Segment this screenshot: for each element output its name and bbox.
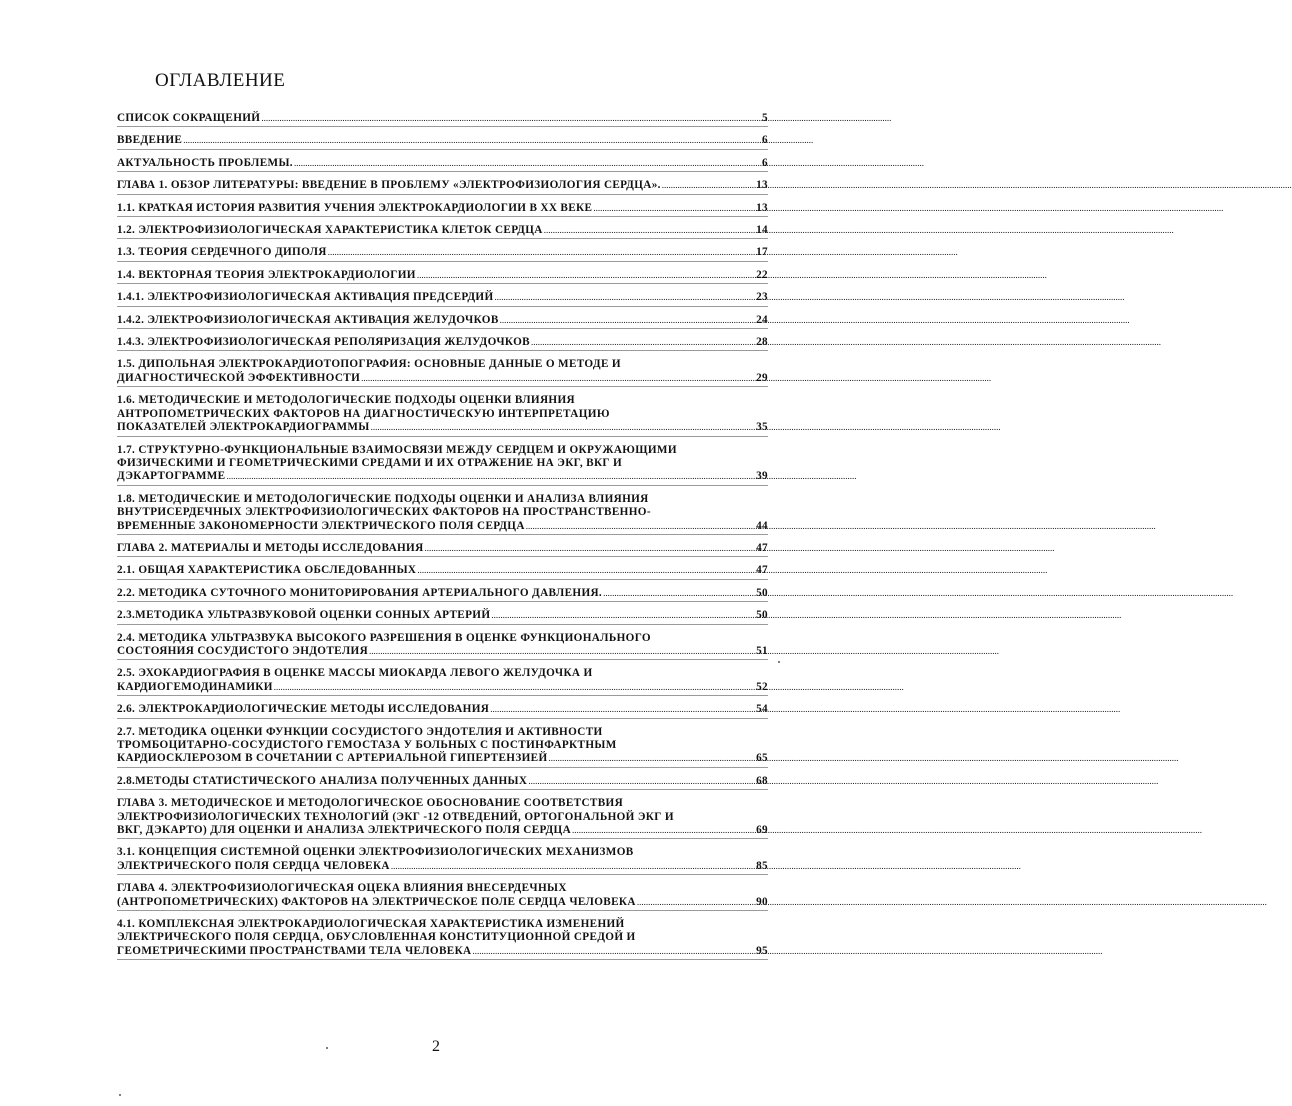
toc-page-number: 28 xyxy=(756,336,768,349)
dot-leader xyxy=(261,112,761,125)
toc-entry[interactable] xyxy=(117,797,768,839)
dot-leader xyxy=(369,645,755,658)
toc-entry-line: ТРОМБОЦИТАРНО-СОСУДИСТОГО ГЕМОСТАЗА У БОЛЬНЫХ С ПОСТИНФАРКТНЫМ xyxy=(117,739,617,751)
toc-page-number: 50 xyxy=(756,586,768,599)
toc-entry[interactable] xyxy=(117,667,768,696)
toc-entry[interactable] xyxy=(117,564,768,579)
toc-entry-line: (АНТРОПОМЕТРИЧЕСКИХ) ФАКТОРОВ НА ЭЛЕКТРИЧЕСКОЕ ПОЛЕ СЕРДЦА ЧЕЛОВЕКА xyxy=(117,895,636,908)
dot-leader xyxy=(371,421,756,434)
toc-entry-line: ДИАГНОСТИЧЕСКОЙ ЭФФЕКТИВНОСТИ xyxy=(117,371,361,384)
toc-page-number: 5 xyxy=(762,112,768,124)
toc-entry-last-row xyxy=(117,269,768,282)
toc-entry-line: 1.8. МЕТОДИЧЕСКИЕ И МЕТОДОЛОГИЧЕСКИЕ ПОДХОДЫ ОЦЕНКИ И АНАЛИЗА ВЛИЯНИЯ xyxy=(117,492,649,505)
table-of-contents xyxy=(117,112,768,967)
toc-entry-last-row xyxy=(117,336,768,349)
toc-entry[interactable] xyxy=(117,179,768,194)
dot-leader xyxy=(491,609,755,622)
dot-leader xyxy=(226,470,755,483)
toc-entry[interactable] xyxy=(117,444,768,486)
toc-entry-line: ЭЛЕКТРИЧЕСКОГО ПОЛЯ СЕРДЦА, ОБУСЛОВЛЕННАЯ КОНСТИТУЦИОННОЙ СРЕДОЙ И xyxy=(117,931,636,944)
dot-leader xyxy=(528,775,755,788)
toc-page-number: 29 xyxy=(756,371,768,384)
page-title: ОГЛАВЛЕНИЕ xyxy=(155,70,286,91)
toc-entry[interactable] xyxy=(117,394,768,436)
toc-entry-line: 2.5. ЭХОКАРДИОГРАФИЯ В ОЦЕНКЕ МАССЫ МИОКАРДА ЛЕВОГО ЖЕЛУДОЧКА И xyxy=(117,667,593,680)
toc-entry-last-row xyxy=(117,224,768,237)
toc-entry-last-row xyxy=(117,291,768,304)
toc-page-number: 24 xyxy=(756,313,768,326)
toc-entry-last-row xyxy=(117,112,768,125)
toc-entry[interactable] xyxy=(117,224,768,239)
toc-entry-line: ВКГ, ДЭКАРТО) ДЛЯ ОЦЕНКИ И АНАЛИЗА ЭЛЕКТРИЧЕСКОГО ПОЛЯ СЕРДЦА xyxy=(117,824,572,837)
toc-page-number: 22 xyxy=(756,268,768,281)
toc-entry-last-row xyxy=(117,945,768,958)
toc-page-number: 95 xyxy=(756,944,768,957)
toc-entry[interactable] xyxy=(117,314,768,329)
toc-entry-last-row xyxy=(117,645,768,658)
toc-entry[interactable] xyxy=(117,703,768,718)
toc-entry-line: 1.7. СТРУКТУРНО-ФУНКЦИОНАЛЬНЫЕ ВЗАИМОСВЯЗИ МЕЖДУ СЕРДЦЕМ И ОКРУЖАЮЩИМИ xyxy=(117,443,677,456)
dot-leader xyxy=(662,179,755,192)
toc-entry-line: 2.2. МЕТОДИКА СУТОЧНОГО МОНИТОРИРОВАНИЯ АРТЕРИАЛЬНОГО ДАВЛЕНИЯ. xyxy=(117,586,603,599)
toc-page-number: 14 xyxy=(756,224,768,237)
toc-entry[interactable] xyxy=(117,846,768,875)
toc-entry-last-row xyxy=(117,314,768,327)
toc-page-number: 35 xyxy=(756,421,768,434)
dot-leader xyxy=(361,372,755,385)
toc-entry-last-row xyxy=(117,421,768,434)
toc-entry[interactable] xyxy=(117,609,768,624)
dot-leader xyxy=(425,542,756,555)
toc-entry-last-row xyxy=(117,587,768,600)
toc-entry-line: ПОКАЗАТЕЛЕЙ ЭЛЕКТРОКАРДИОГРАММЫ xyxy=(117,421,370,434)
toc-entry-line: СОСТОЯНИЯ СОСУДИСТОГО ЭНДОТЕЛИЯ xyxy=(117,644,369,657)
toc-entry-line: ЭЛЕКТРОФИЗИОЛОГИЧЕСКИХ ТЕХНОЛОГИЙ (ЭКГ -12 ОТВЕДЕНИЙ, ОРТОГОНАЛЬНОЙ ЭКГ И xyxy=(117,810,674,823)
toc-page-number: 6 xyxy=(762,134,768,147)
toc-entry-last-row xyxy=(117,134,768,147)
toc-entry-line: 2.4. МЕТОДИКА УЛЬТРАЗВУКА ВЫСОКОГО РАЗРЕШЕНИЯ В ОЦЕНКЕ ФУНКЦИОНАЛЬНОГО xyxy=(117,631,651,644)
toc-entry-last-row xyxy=(117,372,768,385)
toc-entry[interactable] xyxy=(117,493,768,535)
toc-page-number: 13 xyxy=(756,179,768,192)
toc-page-number: 13 xyxy=(756,201,768,214)
dot-leader xyxy=(417,564,755,577)
toc-entry-line: АНТРОПОМЕТРИЧЕСКИХ ФАКТОРОВ НА ДИАГНОСТИЧЕСКУЮ ИНТЕРПРЕТАЦИЮ xyxy=(117,407,610,420)
dot-leader xyxy=(549,752,756,765)
toc-entry-line: ВВЕДЕНИЕ xyxy=(117,134,183,147)
toc-entry-line: 2.1. ОБЩАЯ ХАРАКТЕРИСТИКА ОБСЛЕДОВАННЫХ xyxy=(117,564,417,577)
toc-page-number: 47 xyxy=(756,564,768,577)
toc-entry-line: ВРЕМЕННЫЕ ЗАКОНОМЕРНОСТИ ЭЛЕКТРИЧЕСКОГО ПОЛЯ СЕРДЦА xyxy=(117,519,525,532)
toc-entry-last-row xyxy=(117,609,768,622)
toc-entry-line: 1.3. ТЕОРИЯ СЕРДЕЧНОГО ДИПОЛЯ xyxy=(117,246,327,259)
toc-entry[interactable] xyxy=(117,632,768,661)
toc-page-number: 51 xyxy=(756,644,768,657)
toc-entry-line: 1.4.3. ЭЛЕКТРОФИЗИОЛОГИЧЕСКАЯ РЕПОЛЯРИЗАЦИЯ ЖЕЛУДОЧКОВ xyxy=(117,336,530,349)
toc-page-number: 90 xyxy=(756,895,768,908)
toc-entry[interactable] xyxy=(117,157,768,172)
toc-entry-line: 3.1. КОНЦЕПЦИЯ СИСТЕМНОЙ ОЦЕНКИ ЭЛЕКТРОФИЗИОЛОГИЧЕСКИХ МЕХАНИЗМОВ xyxy=(117,846,634,859)
dot-leader xyxy=(328,246,755,259)
toc-entry[interactable] xyxy=(117,358,768,387)
toc-entry[interactable] xyxy=(117,882,768,911)
dot-leader xyxy=(637,896,755,909)
toc-entry-last-row xyxy=(117,860,768,873)
toc-entry-line: 1.4.2. ЭЛЕКТРОФИЗИОЛОГИЧЕСКАЯ АКТИВАЦИЯ ЖЕЛУДОЧКОВ xyxy=(117,313,499,326)
toc-entry-line: КАРДИОСКЛЕРОЗОМ В СОЧЕТАНИИ С АРТЕРИАЛЬНОЙ ГИПЕРТЕНЗИЕЙ xyxy=(117,752,548,765)
toc-entry-line: ГЛАВА 1. ОБЗОР ЛИТЕРАТУРЫ: ВВЕДЕНИЕ В ПРОБЛЕМУ «ЭЛЕКТРОФИЗИОЛОГИЯ СЕРДЦА». xyxy=(117,179,661,192)
toc-entry[interactable] xyxy=(117,246,768,261)
toc-entry-last-row xyxy=(117,775,768,788)
toc-entry-last-row xyxy=(117,896,768,909)
toc-page-number: 23 xyxy=(756,291,768,304)
toc-page-number: 47 xyxy=(756,541,768,554)
dot-leader xyxy=(544,224,755,237)
toc-entry[interactable] xyxy=(117,134,768,149)
toc-page-number: 17 xyxy=(756,246,768,259)
toc-entry-line: ГЛАВА 3. МЕТОДИЧЕСКОЕ И МЕТОДОЛОГИЧЕСКОЕ ОБОСНОВАНИЕ СООТВЕТСТВИЯ xyxy=(117,797,624,810)
toc-entry-line: 1.4. ВЕКТОРНАЯ ТЕОРИЯ ЭЛЕКТРОКАРДИОЛОГИИ xyxy=(117,268,416,281)
toc-entry-last-row xyxy=(117,681,768,694)
toc-entry-line: 2.7. МЕТОДИКА ОЦЕНКИ ФУНКЦИИ СОСУДИСТОГО ЭНДОТЕЛИЯ И АКТИВНОСТИ xyxy=(117,725,603,738)
toc-entry[interactable] xyxy=(117,587,768,602)
toc-entry[interactable] xyxy=(117,542,768,557)
toc-page-number: 69 xyxy=(756,824,768,837)
toc-page-number: 50 xyxy=(756,609,768,622)
toc-entry-last-row xyxy=(117,520,768,533)
toc-entry-last-row xyxy=(117,542,768,555)
dot-leader xyxy=(526,520,755,533)
toc-entry-line: 1.1. КРАТКАЯ ИСТОРИЯ РАЗВИТИЯ УЧЕНИЯ ЭЛЕКТРОКАРДИОЛОГИИ В XX ВЕКЕ xyxy=(117,201,593,214)
toc-entry-last-row xyxy=(117,157,768,170)
toc-entry-line: 1.4.1. ЭЛЕКТРОФИЗИОЛОГИЧЕСКАЯ АКТИВАЦИЯ ПРЕДСЕРДИЙ xyxy=(117,291,494,304)
toc-entry-line: ДЭКАРТОГРАММЕ xyxy=(117,470,226,483)
toc-entry-last-row xyxy=(117,246,768,259)
dot-leader xyxy=(417,269,755,282)
toc-entry[interactable] xyxy=(117,269,768,284)
toc-page-number: 85 xyxy=(756,859,768,872)
dot-leader xyxy=(531,336,755,349)
toc-page-number: 68 xyxy=(756,774,768,787)
toc-entry-line: ФИЗИЧЕСКИМИ И ГЕОМЕТРИЧЕСКИМИ СРЕДАМИ И ИХ ОТРАЖЕНИЕ НА ЭКГ, ВКГ И xyxy=(117,456,623,469)
dot-leader xyxy=(472,945,755,958)
toc-page-number: 39 xyxy=(756,470,768,483)
toc-entry-line: 1.5. ДИПОЛЬНАЯ ЭЛЕКТРОКАРДИОТОПОГРАФИЯ: ОСНОВНЫЕ ДАННЫЕ О МЕТОДЕ И xyxy=(117,358,621,371)
scan-speck xyxy=(119,1094,121,1096)
toc-entry-last-row xyxy=(117,703,768,716)
toc-entry-last-row xyxy=(117,752,768,765)
toc-entry[interactable] xyxy=(117,918,768,960)
toc-entry[interactable] xyxy=(117,336,768,351)
toc-page-number: 65 xyxy=(756,752,768,765)
toc-entry-line: 1.6. МЕТОДИЧЕСКИЕ И МЕТОДОЛОГИЧЕСКИЕ ПОДХОДЫ ОЦЕНКИ ВЛИЯНИЯ xyxy=(117,394,575,407)
toc-entry-line: 1.2. ЭЛЕКТРОФИЗИОЛОГИЧЕСКАЯ ХАРАКТЕРИСТИКА КЛЕТОК СЕРДЦА xyxy=(117,224,543,237)
toc-entry-last-row xyxy=(117,470,768,483)
toc-entry-line: ВНУТРИСЕРДЕЧНЫХ ЭЛЕКТРОФИЗИОЛОГИЧЕСКИХ ФАКТОРОВ НА ПРОСТРАНСТВЕННО- xyxy=(117,506,651,519)
toc-entry[interactable] xyxy=(117,202,768,217)
toc-page-number: 6 xyxy=(762,156,768,169)
toc-entry-last-row xyxy=(117,202,768,215)
dot-leader xyxy=(500,314,755,327)
toc-entry-line: 2.6. ЭЛЕКТРОКАРДИОЛОГИЧЕСКИЕ МЕТОДЫ ИССЛЕДОВАНИЯ xyxy=(117,703,490,716)
toc-entry-line: СПИСОК СОКРАЩЕНИЙ xyxy=(117,112,261,124)
toc-entry-last-row xyxy=(117,179,768,192)
toc-entry[interactable] xyxy=(117,775,768,790)
dot-leader xyxy=(294,157,761,170)
toc-entry-line: ГЛАВА 4. ЭЛЕКТРОФИЗИОЛОГИЧЕСКАЯ ОЦЕКА ВЛИЯНИЯ ВНЕСЕРДЕЧНЫХ xyxy=(117,882,567,895)
toc-entry[interactable] xyxy=(117,112,768,127)
toc-page-number: 44 xyxy=(756,519,768,532)
dot-leader xyxy=(490,703,755,716)
scan-speck xyxy=(326,1047,328,1049)
dot-leader xyxy=(603,587,755,600)
toc-entry[interactable] xyxy=(117,726,768,768)
page-number: 2 xyxy=(432,1038,440,1055)
dot-leader xyxy=(183,134,761,147)
toc-entry-last-row xyxy=(117,824,768,837)
toc-page-number: 54 xyxy=(756,703,768,716)
toc-entry-line: 4.1. КОМПЛЕКСНАЯ ЭЛЕКТРОКАРДИОЛОГИЧЕСКАЯ ХАРАКТЕРИСТИКА ИЗМЕНЕНИЙ xyxy=(117,918,625,931)
toc-entry-last-row xyxy=(117,564,768,577)
toc-entry[interactable] xyxy=(117,291,768,306)
toc-entry-line: ГЕОМЕТРИЧЕСКИМИ ПРОСТРАНСТВАМИ ТЕЛА ЧЕЛОВЕКА xyxy=(117,944,472,957)
dot-leader xyxy=(593,202,755,215)
dot-leader xyxy=(495,291,756,304)
scan-speck xyxy=(778,661,780,663)
dot-leader xyxy=(391,860,755,873)
toc-entry-line: 2.3.МЕТОДИКА УЛЬТРАЗВУКОВОЙ ОЦЕНКИ СОННЫХ АРТЕРИЙ xyxy=(117,609,491,622)
toc-entry-line: АКТУАЛЬНОСТЬ ПРОБЛЕМЫ. xyxy=(117,156,293,169)
toc-entry-line: КАРДИОГЕМОДИНАМИКИ xyxy=(117,680,273,693)
toc-page-number: 52 xyxy=(756,680,768,693)
toc-entry-line: ЭЛЕКТРИЧЕСКОГО ПОЛЯ СЕРДЦА ЧЕЛОВЕКА xyxy=(117,859,390,872)
toc-entry-line: ГЛАВА 2. МАТЕРИАЛЫ И МЕТОДЫ ИССЛЕДОВАНИЯ xyxy=(117,541,424,554)
dot-leader xyxy=(274,681,755,694)
toc-entry-line: 2.8.МЕТОДЫ СТАТИСТИЧЕСКОГО АНАЛИЗА ПОЛУЧЕННЫХ ДАННЫХ xyxy=(117,774,528,787)
dot-leader xyxy=(572,824,755,837)
